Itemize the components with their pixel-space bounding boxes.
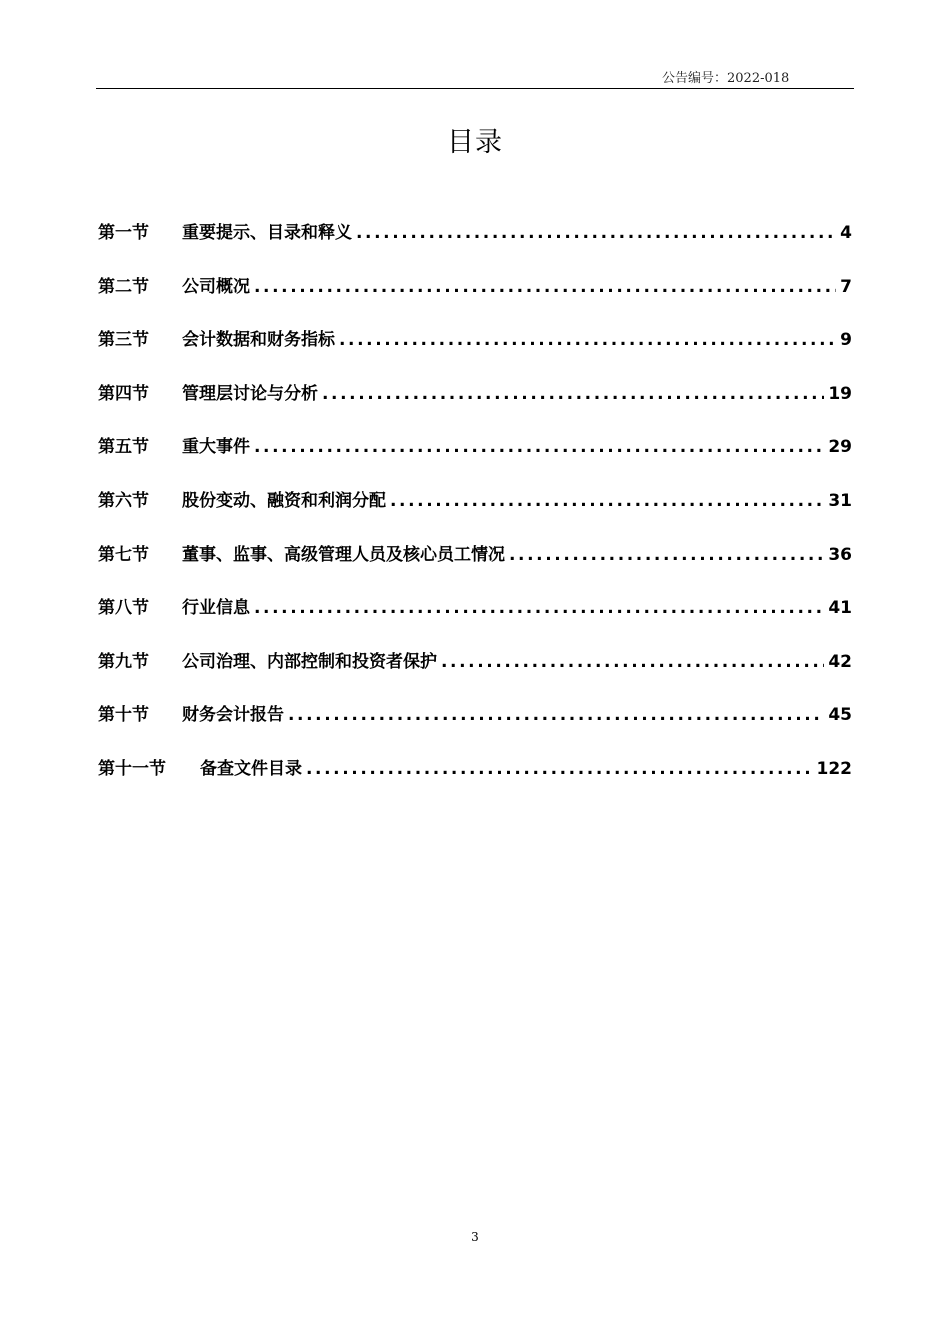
toc-leader-dots	[322, 384, 824, 404]
toc-entry[interactable]	[98, 647, 852, 701]
toc-page-number: 4	[840, 223, 852, 243]
toc-entry[interactable]	[98, 432, 852, 486]
toc-section-title: 行业信息	[182, 598, 250, 619]
toc-section-title: 重大事件	[182, 437, 250, 458]
toc-section-title: 重要提示、目录和释义	[182, 223, 352, 243]
toc-section-number: 第十一节	[98, 758, 166, 779]
toc-entry[interactable]	[98, 218, 852, 272]
toc-leader-dots	[356, 223, 836, 243]
toc-section-title: 会计数据和财务指标	[182, 330, 335, 351]
toc-section-number: 第七节	[98, 544, 149, 565]
toc-section-title: 公司概况	[182, 276, 250, 297]
toc-entry[interactable]	[98, 754, 852, 808]
toc-section-number: 第三节	[98, 330, 149, 351]
toc-leader-dots	[254, 598, 824, 618]
toc-entry[interactable]	[98, 325, 852, 379]
announcement-number: 公告编号：2022-018	[662, 71, 790, 86]
toc-page-number: 7	[840, 276, 852, 297]
toc-section-number: 第五节	[98, 437, 149, 458]
toc-page-number: 31	[828, 490, 852, 511]
toc-leader-dots	[441, 652, 824, 672]
toc-page-number: 45	[828, 705, 852, 726]
toc-entry[interactable]	[98, 486, 852, 540]
toc-section-title: 管理层讨论与分析	[182, 383, 318, 404]
toc-section-number: 第六节	[98, 490, 149, 511]
toc-leader-dots	[306, 759, 813, 779]
toc-section-title: 董事、监事、高级管理人员及核心员工情况	[182, 544, 505, 565]
toc-entry[interactable]	[98, 540, 852, 594]
toc-page-number: 9	[840, 330, 852, 351]
toc-page-number: 122	[816, 758, 852, 779]
toc-section-number: 第八节	[98, 598, 149, 619]
toc-leader-dots	[509, 545, 824, 565]
toc-leader-dots	[390, 491, 824, 511]
toc-entry[interactable]	[98, 379, 852, 433]
toc-entry[interactable]	[98, 593, 852, 647]
toc-leader-dots	[339, 330, 836, 350]
toc-section-title: 财务会计报告	[182, 705, 284, 726]
toc-page-number: 42	[828, 651, 852, 672]
toc-section-number: 第二节	[98, 276, 149, 297]
toc-section-number: 第九节	[98, 651, 149, 672]
toc-section-title: 股份变动、融资和利润分配	[182, 490, 386, 511]
toc-leader-dots	[254, 437, 824, 457]
toc-section-title: 备查文件目录	[200, 758, 302, 779]
toc-page-number: 36	[828, 544, 852, 565]
footer-page-number: 3	[471, 1230, 479, 1244]
toc-section-title: 公司治理、内部控制和投资者保护	[182, 651, 437, 672]
toc-entry[interactable]	[98, 700, 852, 754]
toc-section-number: 第四节	[98, 383, 149, 404]
toc-page-number: 19	[828, 383, 852, 404]
toc-leader-dots	[254, 277, 836, 297]
toc-section-number: 第一节	[98, 223, 149, 243]
page-title: 目录	[447, 127, 503, 158]
toc-section-number: 第十节	[98, 705, 149, 726]
table-of-contents	[98, 218, 852, 808]
toc-page-number: 29	[828, 437, 852, 458]
toc-page-number: 41	[828, 598, 852, 619]
toc-leader-dots	[288, 705, 824, 725]
header-divider	[96, 88, 854, 89]
toc-entry[interactable]	[98, 272, 852, 326]
